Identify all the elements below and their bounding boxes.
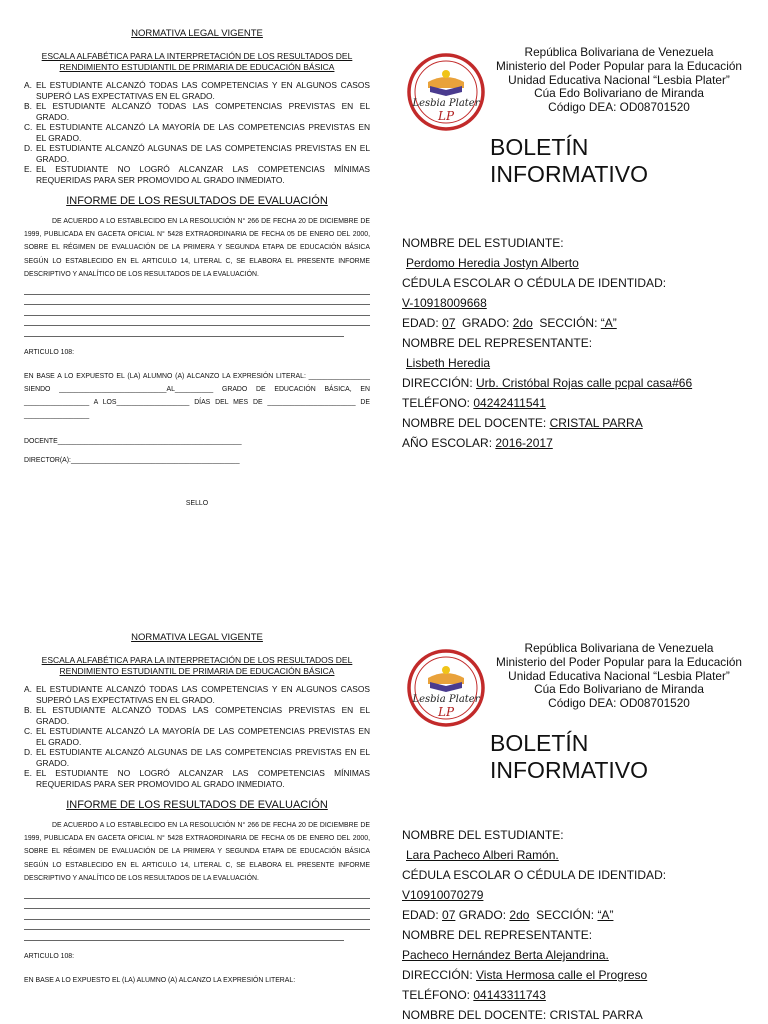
- direccion-field: DIRECCIÓN: Urb. Cristóbal Rojas calle pcpal casa#66: [402, 376, 693, 390]
- nombre-estudiante-label: NOMBRE DEL ESTUDIANTE:: [402, 236, 564, 250]
- blank-line: [24, 888, 370, 899]
- unidad-line: Unidad Educativa Nacional “Lesbia Plater”: [508, 72, 730, 87]
- blank-line: [24, 920, 370, 931]
- nombre-estudiante-value: Lara Pacheco Alberi Ramón.: [406, 848, 559, 862]
- expuesto-text: EN BASE A LO EXPUESTO EL (LA) ALUMNO (A) ALCANZO LA EXPRESIÓN LITERAL: ________________ SIENDO ____________________________AL__________ GRADO DE EDUCACIÓN BÁSICA, EN _________________ A LOS___________________ DÍAS DEL MES DE _______________________ DE _________________: [24, 372, 370, 419]
- svg-text:Lesbia Plater: Lesbia Plater: [412, 694, 480, 705]
- normativa-heading: NORMATIVA LEGAL VIGENTE: [131, 632, 263, 643]
- blank-line: [24, 305, 370, 316]
- escala-list: [24, 80, 370, 185]
- codigo-dea-line: Código DEA: OD08701520: [548, 100, 690, 115]
- blank-lines: [24, 284, 370, 337]
- anio-escolar-value: 2016-2017: [495, 436, 553, 450]
- ministerio-line: Ministerio del Poder Popular para la Educación: [496, 58, 742, 73]
- cedula-value: V-10918009668: [402, 296, 487, 310]
- escala-title-line-2: RENDIMIENTO ESTUDIANTIL DE PRIMARIA DE EDUCACIÓN BÁSICA: [59, 665, 335, 676]
- blank-line: [24, 930, 344, 941]
- svg-text:LP: LP: [437, 109, 455, 123]
- cedula-label: CÉDULA ESCOLAR O CÉDULA DE IDENTIDAD:: [402, 276, 667, 290]
- docente-field: NOMBRE DEL DOCENTE: CRISTAL PARRA: [402, 416, 643, 430]
- sello-label: SELLO: [185, 499, 209, 507]
- escala-item: A. EL ESTUDIANTE ALCANZÓ TODAS LAS COMPETENCIAS Y EN ALGUNOS CASOS SUPERÓ LAS EXPECTATIVAS EN EL GRADO.: [24, 684, 370, 705]
- informe-heading: INFORME DE LOS RESULTADOS DE EVALUACIÓN: [66, 799, 328, 811]
- informe-heading: INFORME DE LOS RESULTADOS DE EVALUACIÓN: [66, 195, 328, 207]
- escala-title-line-1: ESCALA ALFABÉTICA PARA LA INTERPRETACIÓN DE LOS RESULTADOS DEL: [41, 655, 353, 665]
- direccion-value: Vista Hermosa calle el Progreso: [476, 968, 648, 982]
- normativa-panel: [24, 0, 370, 507]
- ministerio-line: Ministerio del Poder Popular para la Educación: [496, 654, 742, 669]
- nombre-estudiante-value: Perdomo Heredia Jostyn Alberto: [406, 256, 579, 270]
- direccion-value: Urb. Cristóbal Rojas calle pcpal casa#66: [476, 376, 693, 390]
- escala-title-line-1: ESCALA ALFABÉTICA PARA LA INTERPRETACIÓN DE LOS RESULTADOS DEL: [41, 51, 353, 61]
- institution-header: [486, 642, 752, 711]
- boletin-title: BOLETÍN INFORMATIVO: [490, 730, 649, 783]
- escala-item: E. EL ESTUDIANTE NO LOGRÓ ALCANZAR LAS COMPETENCIAS MÍNIMAS REQUERIDAS PARA SER PROMOVIDO AL GRADO INMEDIATO.: [24, 768, 370, 789]
- escala-title: [24, 655, 370, 676]
- normativa-panel: [24, 604, 370, 987]
- docente-value: CRISTAL PARRA: [549, 416, 643, 430]
- grado-value: 2do: [509, 908, 530, 922]
- blank-line: [24, 284, 370, 295]
- blank-line: [24, 295, 370, 306]
- escala-item: E. EL ESTUDIANTE NO LOGRÓ ALCANZAR LAS COMPETENCIAS MÍNIMAS REQUERIDAS PARA SER PROMOVIDO AL GRADO INMEDIATO.: [24, 164, 370, 185]
- republica-line: República Bolivariana de Venezuela: [524, 45, 714, 59]
- blank-lines: [24, 888, 370, 941]
- docente-signature: DOCENTE________________________________________________: [24, 437, 242, 445]
- escala-item: D. EL ESTUDIANTE ALCANZÓ ALGUNAS DE LAS COMPETENCIAS PREVISTAS EN EL GRADO.: [24, 143, 370, 164]
- escala-item: B. EL ESTUDIANTE ALCANZÓ TODAS LAS COMPETENCIAS PREVISTAS EN EL GRADO.: [24, 101, 370, 122]
- escala-title: [24, 51, 370, 72]
- telefono-value: 04242411541: [473, 396, 546, 410]
- escala-item: D. EL ESTUDIANTE ALCANZÓ ALGUNAS DE LAS COMPETENCIAS PREVISTAS EN EL GRADO.: [24, 747, 370, 768]
- edad-value: 07: [442, 316, 456, 330]
- nombre-estudiante-label: NOMBRE DEL ESTUDIANTE:: [402, 828, 564, 842]
- escala-list: [24, 684, 370, 789]
- articulo-label: ARTICULO 108:: [24, 348, 75, 356]
- representante-label: NOMBRE DEL REPRESENTANTE:: [402, 928, 593, 942]
- boletin-title: BOLETÍN INFORMATIVO: [490, 134, 649, 187]
- representante-value: Lisbeth Heredia: [406, 356, 491, 370]
- telefono-field: TELÉFONO: 04143311743: [402, 988, 546, 1002]
- school-logo: [406, 52, 486, 132]
- cua-line: Cúa Edo Bolivariano de Miranda: [534, 682, 704, 697]
- cedula-label: CÉDULA ESCOLAR O CÉDULA DE IDENTIDAD:: [402, 868, 667, 882]
- blank-line: [24, 316, 370, 327]
- svg-text:Lesbia Plater: Lesbia Plater: [412, 98, 480, 109]
- blank-line: [24, 326, 344, 337]
- docente-field: NOMBRE DEL DOCENTE: CRISTAL PARRA: [402, 1008, 643, 1022]
- telefono-field: TELÉFONO: 04242411541: [402, 396, 546, 410]
- seccion-value: “A”: [600, 316, 617, 330]
- escala-item: C. EL ESTUDIANTE ALCANZÓ LA MAYORÍA DE LAS COMPETENCIAS PREVISTAS EN EL GRADO.: [24, 726, 370, 747]
- edad-grado-seccion: EDAD: 07 GRADO: 2do SECCIÓN: “A”: [402, 316, 617, 330]
- svg-text:LP: LP: [437, 705, 455, 719]
- republica-line: República Bolivariana de Venezuela: [524, 641, 714, 655]
- anio-escolar-field: AÑO ESCOLAR: 2016-2017: [402, 436, 553, 450]
- telefono-value: 04143311743: [473, 988, 546, 1002]
- escala-title-line-2: RENDIMIENTO ESTUDIANTIL DE PRIMARIA DE EDUCACIÓN BÁSICA: [59, 61, 335, 72]
- unidad-line: Unidad Educativa Nacional “Lesbia Plater”: [508, 668, 730, 683]
- grado-value: 2do: [512, 316, 533, 330]
- edad-grado-seccion: EDAD: 07 GRADO: 2do SECCIÓN: “A”: [402, 908, 614, 922]
- seccion-value: “A”: [597, 908, 614, 922]
- cua-line: Cúa Edo Bolivariano de Miranda: [534, 86, 704, 101]
- director-signature: DIRECTOR(A):____________________________________________: [24, 456, 240, 464]
- informe-paragraph: DE ACUERDO A LO ESTABLECIDO EN LA RESOLUCIÓN N° 266 DE FECHA 20 DE DICIEMBRE DE 1999, PUBLICADA EN GACETA OFICIAL N° 5428 EXTRAORDINARIA DE FECHA 05 DE ENERO DEL 2000, SOBRE EL RÉGIMEN DE EVALUACIÓN DE LA PRIMERA Y SEGUNDA ETAPA DE EDUCACIÓN BÁSICA SEGÚN LO ESTABLECIDO EN EL ARTICULO 14, LITERAL C, SE ELABORA EL PRESENTE INFORME DESCRIPTIVO Y ANALÍTICO DE LOS RESULTADOS DE LA EVALUACIÓN.: [24, 822, 370, 882]
- representante-label: NOMBRE DEL REPRESENTANTE:: [402, 336, 593, 350]
- blank-line: [24, 909, 370, 920]
- normativa-heading: NORMATIVA LEGAL VIGENTE: [131, 28, 263, 39]
- informe-paragraph: DE ACUERDO A LO ESTABLECIDO EN LA RESOLUCIÓN N° 266 DE FECHA 20 DE DICIEMBRE DE 1999, PUBLICADA EN GACETA OFICIAL N° 5428 EXTRAORDINARIA DE FECHA 05 DE ENERO DEL 2000, SOBRE EL RÉGIMEN DE EVALUACIÓN DE LA PRIMERA Y SEGUNDA ETAPA DE EDUCACIÓN BÁSICA SEGÚN LO ESTABLECIDO EN EL ARTICULO 14, LITERAL C, SE ELABORA EL PRESENTE INFORME DESCRIPTIVO Y ANALÍTICO DE LOS RESULTADOS DE LA EVALUACIÓN.: [24, 218, 370, 278]
- school-logo: [406, 648, 486, 728]
- codigo-dea-line: Código DEA: OD08701520: [548, 696, 690, 711]
- representante-value: Pacheco Hernández Berta Alejandrina.: [402, 948, 609, 962]
- blank-line: [24, 899, 370, 910]
- institution-header: [486, 46, 752, 115]
- docente-value: CRISTAL PARRA: [549, 1008, 643, 1022]
- boletin-sheet-2: [0, 604, 768, 1024]
- expuesto-text: EN BASE A LO EXPUESTO EL (LA) ALUMNO (A) ALCANZO LA EXPRESIÓN LITERAL:: [24, 976, 296, 984]
- direccion-field: DIRECCIÓN: Vista Hermosa calle el Progreso: [402, 968, 648, 982]
- escala-item: C. EL ESTUDIANTE ALCANZÓ LA MAYORÍA DE LAS COMPETENCIAS PREVISTAS EN EL GRADO.: [24, 122, 370, 143]
- cedula-value: V10910070279: [402, 888, 484, 902]
- edad-value: 07: [442, 908, 456, 922]
- escala-item: A. EL ESTUDIANTE ALCANZÓ TODAS LAS COMPETENCIAS Y EN ALGUNOS CASOS SUPERÓ LAS EXPECTATIVAS EN EL GRADO.: [24, 80, 370, 101]
- articulo-label: ARTICULO 108:: [24, 952, 75, 960]
- escala-item: B. EL ESTUDIANTE ALCANZÓ TODAS LAS COMPETENCIAS PREVISTAS EN EL GRADO.: [24, 705, 370, 726]
